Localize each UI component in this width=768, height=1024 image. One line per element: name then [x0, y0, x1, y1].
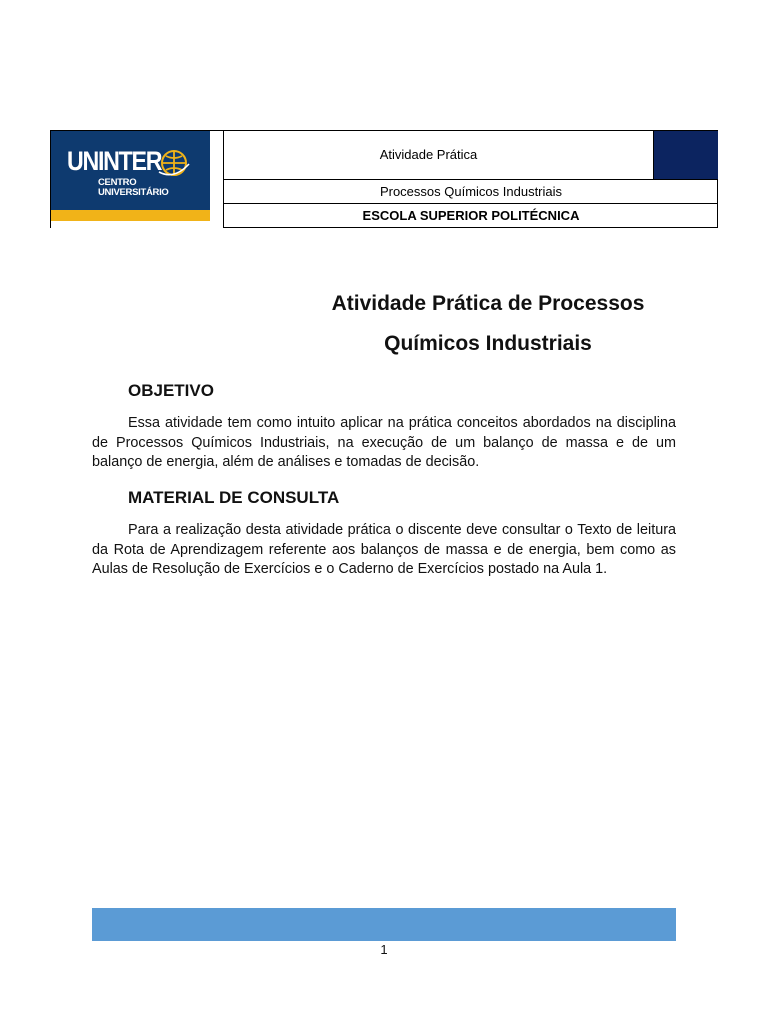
- section-heading-material: MATERIAL DE CONSULTA: [128, 488, 340, 507]
- header-activity-label: Atividade Prática: [379, 147, 478, 162]
- header-table: [50, 130, 718, 228]
- logo-stripe: [51, 210, 210, 221]
- document-title-line2: Químicos Industriais: [384, 332, 592, 355]
- page-number: 1: [380, 942, 388, 957]
- section-text-objetivo: Essa atividade tem como intuito aplicar na prática conceitos abordados na disciplina de Processos Químicos Industriais, na execução de um balanço de massa e de um balanço de energia, além de análises e tomadas de decisão.: [92, 415, 676, 470]
- logo-line1: CENTRO: [98, 177, 137, 188]
- logo-cell: [51, 131, 224, 228]
- logo-line2: UNIVERSITÁRIO: [98, 187, 169, 198]
- globe-icon: [157, 146, 191, 180]
- navy-block: [654, 131, 718, 180]
- section-text-material: Para a realização desta atividade prática o discente deve consultar o Texto de leitura da Rota de Aprendizagem referente aos balanços de massa e de energia, bem como as Aulas de Resolução de Exercícios e o Caderno de Exercícios postado na Aula 1.: [92, 522, 676, 577]
- section-heading-objetivo: OBJETIVO: [128, 381, 214, 400]
- uninter-logo: [51, 131, 210, 221]
- header-row-activity: [224, 131, 654, 180]
- header-row-course: Processos Químicos Industriais: [224, 180, 718, 204]
- document-title-line1: Atividade Prática de Processos: [331, 292, 645, 315]
- header-row-school: ESCOLA SUPERIOR POLITÉCNICA: [362, 208, 580, 223]
- footer-bar: [92, 908, 676, 941]
- logo-brand: UNINTER: [67, 146, 162, 176]
